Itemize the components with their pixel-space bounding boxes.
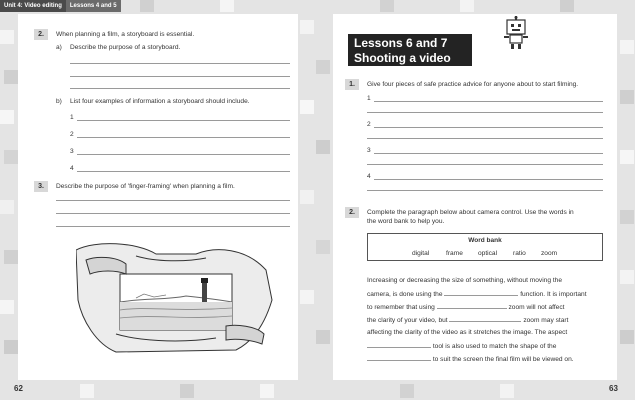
question-text: the word bank to help you. [367,218,445,225]
fill-blank[interactable] [449,315,521,322]
paragraph-text: to suit the screen the final film will be viewed on. [432,356,574,363]
answer-line[interactable] [77,171,290,172]
list-number: 4 [367,173,371,180]
finger-framing-illustration [76,240,276,363]
page-number: 62 [14,384,23,393]
word-bank-word: frame [446,250,463,257]
page-number: 63 [609,384,618,393]
question-number: 2. [345,207,359,218]
list-number: 1 [70,114,74,121]
lesson-title: Lessons 6 and 7 [354,36,448,50]
answer-line[interactable] [367,112,603,113]
part-letter: b) [56,98,62,105]
question-text: Describe the purpose of 'finger-framing' when planning a film. [56,183,235,190]
fill-blank[interactable] [444,289,518,296]
word-bank-title: Word bank [468,237,502,244]
list-number: 3 [367,147,371,154]
list-number: 1 [367,95,371,102]
answer-line[interactable] [367,164,603,165]
word-bank-word: ratio [513,250,526,257]
lessons-label: Lessons 4 and 5 [66,0,121,12]
fill-blank[interactable] [367,341,431,348]
answer-line[interactable] [374,153,603,154]
part-letter: a) [56,44,62,51]
word-bank [367,233,603,261]
question-number: 3. [34,181,48,192]
word-bank-word: zoom [541,250,558,257]
list-number: 3 [70,148,74,155]
word-bank-word: digital [412,250,430,257]
answer-line[interactable] [70,76,290,77]
page-header [0,0,121,12]
paragraph-line [367,289,587,299]
paragraph-line [367,354,574,364]
question-text: Give four pieces of safe practice advice for anyone about to start filming. [367,81,579,88]
paragraph-text: the clarity of your video, but [367,317,448,324]
answer-line[interactable] [374,179,603,180]
question-number: 1. [345,79,359,90]
part-text: Describe the purpose of a storyboard. [70,44,181,51]
right-page [333,14,617,380]
paragraph-text: function. It is important [520,291,587,298]
question-text: Complete the paragraph below about camera control. Use the words in [367,209,574,216]
unit-label: Unit 4: Video editing [0,0,66,12]
answer-line[interactable] [374,101,603,102]
answer-line[interactable] [56,226,290,227]
answer-line[interactable] [374,127,603,128]
fill-blank[interactable] [437,302,507,309]
robot-icon [504,16,528,55]
answer-line[interactable] [56,200,290,201]
paragraph-text: tool is also used to match the shape of the [432,343,557,350]
answer-line[interactable] [77,120,290,121]
answer-line[interactable] [70,88,290,89]
word-bank-word: optical [478,250,498,257]
part-text: List four examples of information a storyboard should include. [70,98,250,105]
answer-line[interactable] [77,154,290,155]
answer-line[interactable] [56,213,290,214]
list-number: 4 [70,165,74,172]
hands-framing-drawing [76,240,276,358]
question-stem: When planning a film, a storyboard is essential. [56,31,195,38]
paragraph-text: zoom may start [523,317,569,324]
question-number: 2. [34,29,48,40]
list-number: 2 [367,121,371,128]
paragraph-line [367,315,568,325]
answer-line[interactable] [77,137,290,138]
paragraph-text: to remember that using [367,304,435,311]
paragraph-line: affecting the clarity of the video as it stretches the image. The aspect [367,329,568,336]
answer-line[interactable] [70,63,290,64]
paragraph-line [367,302,564,312]
answer-line[interactable] [367,190,603,191]
answer-line[interactable] [367,138,603,139]
paragraph-text: camera, is done using the [367,291,443,298]
paragraph-line [367,341,556,351]
paragraph-text: zoom will not affect [508,304,565,311]
fill-blank[interactable] [367,354,431,361]
list-number: 2 [70,131,74,138]
lesson-subtitle: Shooting a video [354,51,451,65]
paragraph-line: Increasing or decreasing the size of something, without moving the [367,277,562,284]
lesson-title-box [348,34,472,66]
